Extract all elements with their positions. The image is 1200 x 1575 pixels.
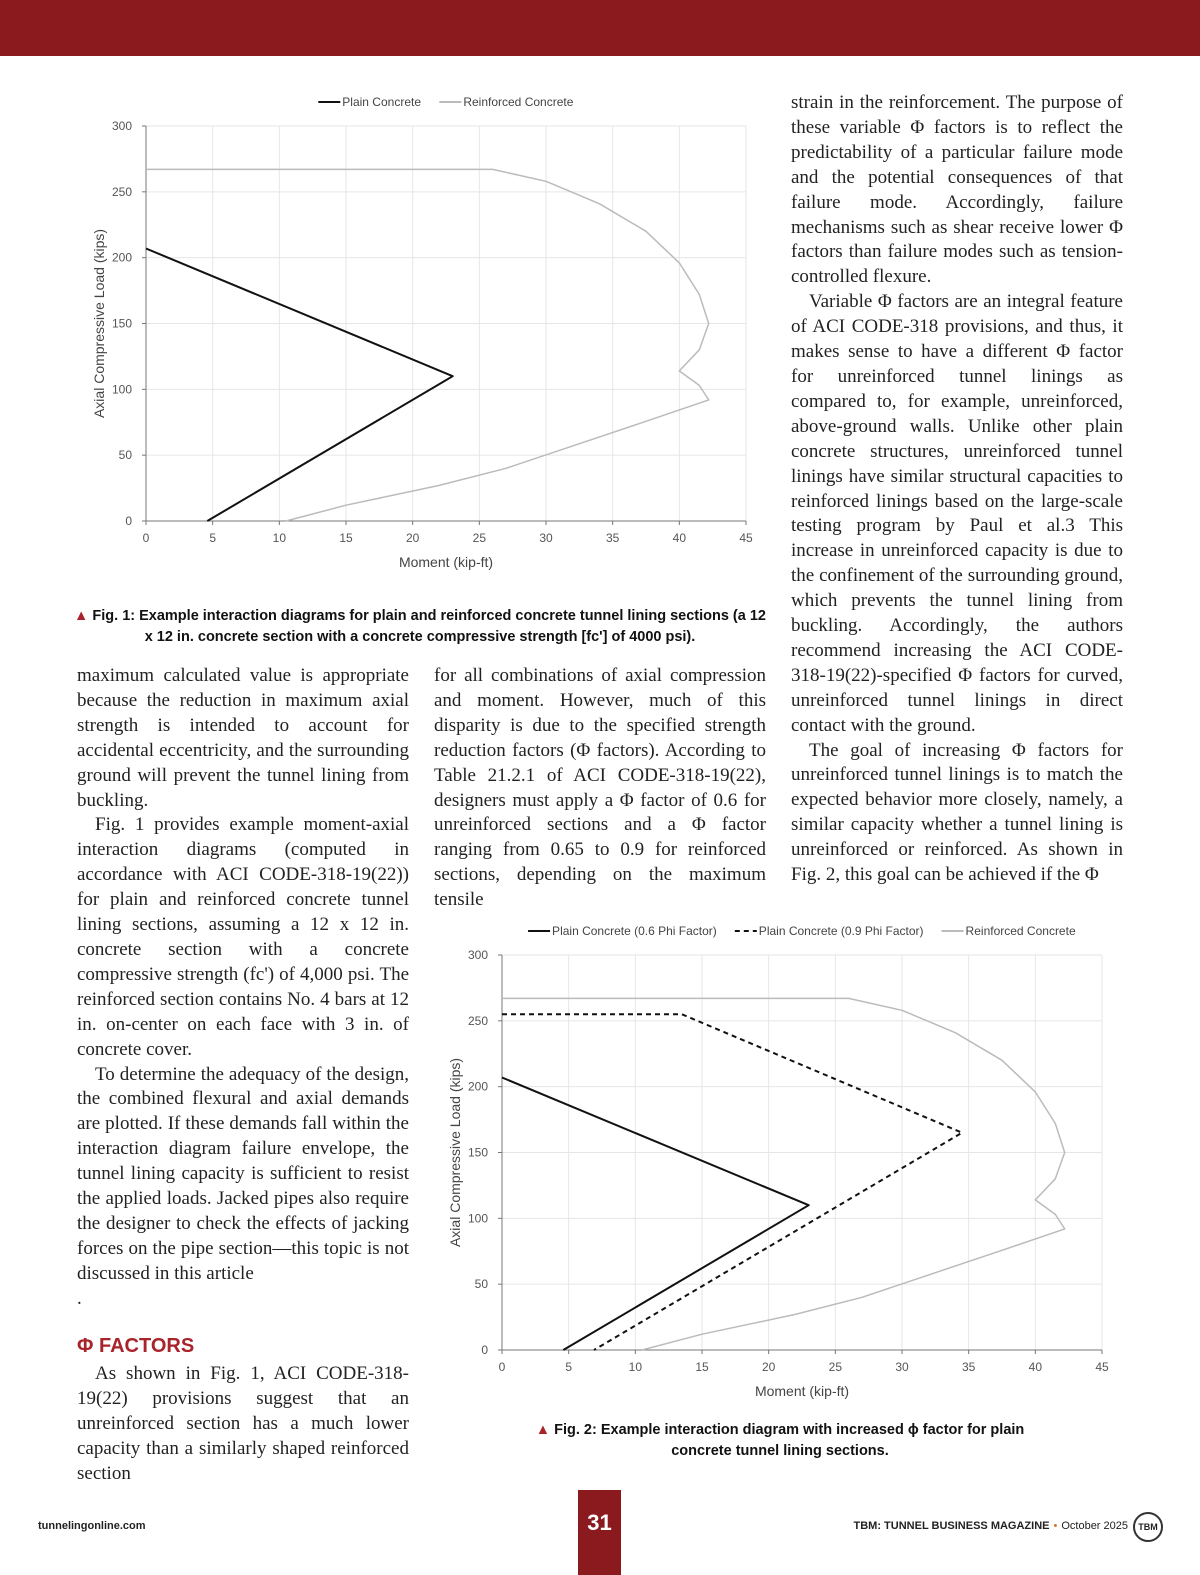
series-line-plain-concrete-0-9-phi-factor- [502, 1014, 962, 1350]
issue-date: October 2025 [1061, 1520, 1128, 1532]
text-column-1-continued [77, 1362, 409, 1487]
legend-item [528, 924, 717, 938]
paragraph: maximum calculated value is appropriate because the reduction in maximum axial strength is intended to account for accidental eccentricity, and the surrounding ground will prevent the tunnel lining from buckling. [77, 665, 409, 811]
x-tick-label: 15 [339, 531, 353, 545]
footer-separator: • [1053, 1520, 1058, 1532]
legend-label: Reinforced Concrete [965, 924, 1076, 938]
x-tick-label: 30 [539, 531, 553, 545]
figure-1-caption-text: Fig. 1: Example interaction diagrams for plain and reinforced concrete tunnel lining sections (a 12 x 12 in. concrete section with a concrete compressive strength [fc'] of 4000 psi). [92, 608, 766, 645]
footer-website[interactable]: tunnelingonline.com [38, 1520, 146, 1532]
y-axis-title: Axial Compressive Load (kips) [447, 1057, 463, 1248]
paragraph: As shown in Fig. 1, ACI CODE-318-19(22) provisions suggest that an unreinforced section has a much lower capacity than a similarly shaped reinforced section [77, 1363, 409, 1484]
header-bar [0, 0, 1200, 56]
paragraph: for all combinations of axial compression and moment. However, much of this disparity is due to the specified strength reduction factors (Φ factors). According to Table 21.2.1 of ACI CODE-318-19(22), designers must apply a Φ factor of 0.6 for unreinforced sections and a Φ factor ranging from 0.65 to 0.9 for reinforced sections, depending on the maximum tensile [434, 665, 766, 911]
x-axis-title: Moment (kip-ft) [754, 1383, 850, 1399]
page-number: 31 [578, 1490, 621, 1575]
x-tick-label: 0 [498, 1360, 506, 1374]
y-tick-label: 50 [474, 1277, 488, 1292]
figure-2-chart [430, 915, 1130, 1405]
x-tick-label: 25 [828, 1360, 843, 1374]
text-column-3 [791, 91, 1123, 888]
x-tick-label: 5 [209, 531, 217, 545]
tbm-logo-icon: TBM [1133, 1512, 1163, 1542]
chart-legend [528, 924, 1076, 938]
series-line-reinforced-concrete [502, 998, 1065, 1350]
y-axis-title: Axial Compressive Load (kips) [91, 228, 107, 419]
x-tick-label: 35 [605, 531, 620, 545]
x-tick-label: 15 [695, 1360, 709, 1374]
x-tick-label: 20 [405, 531, 420, 545]
y-tick-label: 250 [467, 1013, 488, 1028]
x-tick-label: 30 [895, 1360, 909, 1374]
y-tick-label: 0 [125, 514, 132, 528]
legend-label: Reinforced Concrete [463, 95, 574, 109]
y-tick-label: 200 [467, 1079, 488, 1094]
y-tick-label: 150 [467, 1145, 488, 1160]
figure-2-svg [430, 915, 1130, 1405]
x-tick-label: 45 [739, 531, 753, 545]
y-tick-label: 200 [111, 250, 132, 265]
series-line-reinforced-concrete [146, 169, 709, 521]
series-line-plain-concrete [146, 249, 453, 522]
legend-label: Plain Concrete [342, 95, 422, 109]
magazine-name: TBM: TUNNEL BUSINESS MAGAZINE [853, 1520, 1050, 1532]
caption-marker-icon: ▲ [535, 1422, 551, 1438]
x-tick-label: 35 [961, 1360, 976, 1374]
legend-item [439, 95, 573, 109]
x-tick-label: 10 [628, 1360, 643, 1374]
y-tick-label: 50 [118, 448, 132, 463]
y-tick-label: 250 [111, 184, 132, 199]
y-tick-label: 100 [111, 382, 132, 397]
x-axis-title: Moment (kip-ft) [398, 554, 494, 570]
legend-label: Plain Concrete (0.9 Phi Factor) [758, 924, 924, 938]
chart-legend [318, 95, 573, 109]
y-tick-label: 150 [111, 316, 132, 331]
footer-magazine-info [854, 1520, 1128, 1532]
y-tick-label: 300 [467, 948, 488, 962]
figure-1-caption [70, 606, 770, 648]
figure-2-caption-text: Fig. 2: Example interaction diagram with increased ϕ factor for plain concrete tunnel lining sections. [554, 1422, 1025, 1459]
legend-label: Plain Concrete (0.6 Phi Factor) [552, 924, 717, 938]
x-tick-label: 25 [472, 531, 487, 545]
paragraph: To determine the adequacy of the design, the combined flexural and axial demands are plotted. If these demands fall within the interaction diagram failure envelope, the tunnel lining capacity is sufficient to resist the applied loads. Jacked pipes also require the designer to check the effects of jacking forces on the pipe section—this topic is not discussed in this article [77, 1063, 409, 1284]
legend-item [735, 924, 924, 938]
x-tick-label: 5 [565, 1360, 573, 1374]
figure-1-chart [70, 85, 770, 585]
legend-item [942, 924, 1076, 938]
x-tick-label: 45 [1095, 1360, 1109, 1374]
y-tick-label: 100 [467, 1211, 488, 1226]
y-tick-label: 300 [111, 119, 132, 133]
text-column-1 [77, 664, 409, 1312]
paragraph: Variable Φ factors are an integral feature of ACI CODE-318 provisions, and thus, it makes sense to have a different Φ factor for unreinforced tunnel linings as compared to, for example, unreinforced, above-ground walls. Unlike other plain concrete structures, unreinforced tunnel linings have similar structural capacities to reinforced linings based on the large-scale testing program by Paul et al.3 This increase in unreinforced capacity is due to the confinement of the surrounding ground, which prevents the tunnel lining from buckling. Accordingly, the authors recommend increasing the ACI CODE-318-19(22)-specified Φ factors for curved, unreinforced tunnel linings in direct contact with the ground. [791, 291, 1123, 736]
x-tick-label: 0 [142, 531, 150, 545]
text-column-2 [434, 664, 766, 913]
caption-marker-icon: ▲ [74, 608, 89, 624]
x-tick-label: 40 [1028, 1360, 1043, 1374]
legend-item [318, 95, 421, 109]
paragraph: . [77, 1287, 82, 1309]
paragraph: The goal of increasing Φ factors for unreinforced tunnel linings is to match the expected behavior more closely, namely, a similar capacity whether a tunnel lining is unreinforced or reinforced. As shown in Fig. 2, this goal can be achieved if the Φ [791, 739, 1123, 886]
x-tick-label: 40 [672, 531, 687, 545]
paragraph: Fig. 1 provides example moment-axial interaction diagrams (computed in accordance with ACI CODE-318-19(22)) for plain and reinforced concrete tunnel lining sections, assuming a 12 x 12 in. concrete section with a concrete compressive strength (fc') of 4,000 psi. The reinforced section contains No. 4 bars at 12 in. on-center on each face with 3 in. of concrete cover. [77, 814, 409, 1060]
figure-1-svg [70, 85, 770, 585]
x-tick-label: 20 [761, 1360, 776, 1374]
figure-2-caption [530, 1420, 1030, 1462]
paragraph: strain in the reinforcement. The purpose of these variable Φ factors is to reflect the predictability of a particular failure mode and the potential consequences of that failure mode. Accordingly, failure mechanisms such as shear receive lower Φ factors than failure modes such as tension-controlled flexure. [791, 92, 1123, 288]
y-tick-label: 0 [481, 1343, 488, 1357]
section-heading: Φ FACTORS [77, 1335, 195, 1357]
series-line-plain-concrete-0-6-phi-factor- [502, 1078, 809, 1351]
x-tick-label: 10 [272, 531, 287, 545]
